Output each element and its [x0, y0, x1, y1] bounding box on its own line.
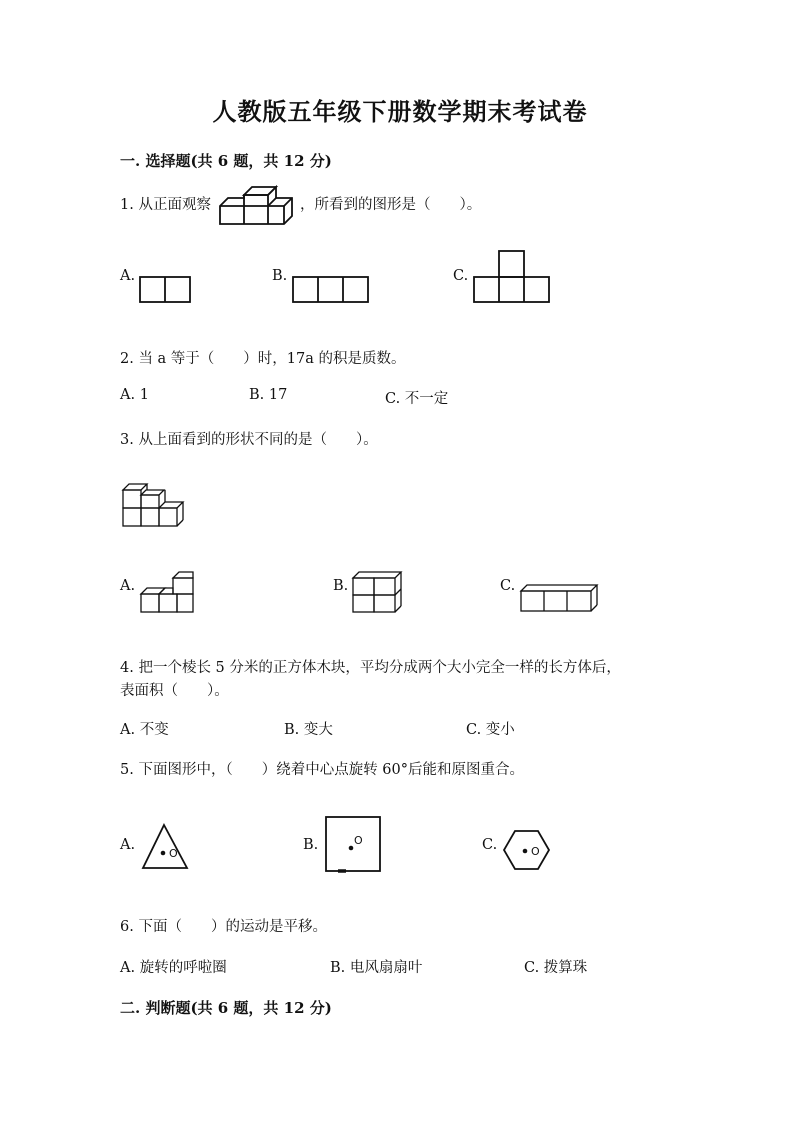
q5-option-a-label[interactable]: A. — [120, 837, 136, 853]
q6-option-a[interactable]: A. 旋转的呼啦圈 — [120, 960, 227, 976]
q5-b-center-mark: O — [354, 834, 363, 847]
q5-option-c-label[interactable]: C. — [482, 837, 498, 853]
q4-stem-line2: 表面积（ ）。 — [120, 683, 229, 699]
q3-option-b-label[interactable]: B. — [333, 578, 349, 594]
q3-option-c-figure[interactable] — [519, 585, 601, 615]
q1-option-a-figure[interactable] — [139, 276, 191, 304]
q2-stem: 2. 当 a 等于（ ）时，17a 的积是质数。 — [120, 351, 406, 367]
q1-option-c-label[interactable]: C. — [453, 268, 469, 284]
q4-option-c[interactable]: C. 变小 — [466, 722, 515, 738]
q2-option-a[interactable]: A. 1 — [120, 387, 149, 403]
q1-solid-figure — [218, 186, 298, 230]
q5-stem: 5. 下面图形中，（ ）绕着中心点旋转 60°后能和原图重合。 — [120, 762, 525, 778]
q3-stem: 3. 从上面看到的形状不同的是（ ）。 — [120, 432, 378, 448]
q5-option-c-hexagon-figure[interactable] — [502, 829, 552, 873]
q3-option-c-label[interactable]: C. — [500, 578, 516, 594]
q5-option-a-triangle-figure[interactable] — [141, 823, 191, 871]
q6-stem: 6. 下面（ ）的运动是平移。 — [120, 919, 327, 935]
q2-option-b[interactable]: B. 17 — [249, 387, 288, 403]
q6-option-b[interactable]: B. 电风扇扇叶 — [330, 960, 423, 976]
q3-option-a-figure[interactable] — [139, 572, 197, 614]
q4-option-b[interactable]: B. 变大 — [284, 722, 333, 738]
q4-stem-line1: 4. 把一个棱长 5 分米的正方体木块，平均分成两个大小完全一样的长方体后， — [120, 660, 621, 676]
q1-option-b-label[interactable]: B. — [272, 268, 288, 284]
q1-stem-suffix: ，所看到的图形是（ ）。 — [300, 197, 482, 213]
q5-a-center-mark: O — [169, 847, 178, 860]
q4-option-a[interactable]: A. 不变 — [120, 722, 169, 738]
q5-c-center-mark: O — [531, 845, 540, 858]
q1-stem-prefix: 1. 从正面观察 — [120, 197, 211, 213]
q3-stem-solid-figure — [121, 482, 189, 528]
q1-option-c-figure[interactable] — [473, 250, 553, 304]
q6-option-c[interactable]: C. 拨算珠 — [524, 960, 588, 976]
section-heading-choice: 一. 选择题(共 6 题，共 12 分) — [120, 152, 332, 170]
q5-option-b-label[interactable]: B. — [303, 837, 319, 853]
page-title: 人教版五年级下册数学期末考试卷 — [212, 97, 588, 126]
q3-option-a-label[interactable]: A. — [120, 578, 136, 594]
section-heading-judgement: 二. 判断题(共 6 题，共 12 分) — [120, 999, 332, 1017]
q1-option-a-label[interactable]: A. — [120, 268, 136, 284]
q2-option-c[interactable]: C. 不一定 — [385, 391, 449, 407]
q1-option-b-figure[interactable] — [292, 276, 370, 304]
q3-option-b-figure[interactable] — [351, 572, 405, 614]
